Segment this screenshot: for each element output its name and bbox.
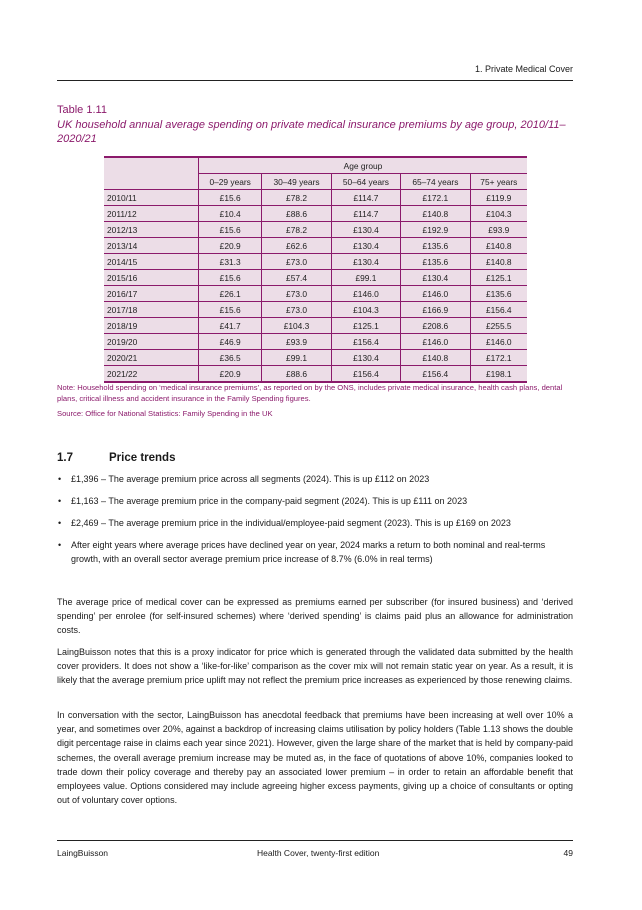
table-cell: £130.4 — [331, 222, 400, 238]
section-title: Price trends — [109, 452, 176, 464]
table-cell: £125.1 — [331, 318, 400, 334]
table-cell: £156.4 — [331, 366, 400, 383]
table-corner-cell — [104, 157, 199, 190]
paragraph: The average price of medical cover can be expressed as premiums earned per subscriber (for insured business) and ‘derived spending’ per enrolee (for self-insured schemes) where ‘derived spending’ is claims paid plus an allowance for administration costs. — [57, 597, 573, 636]
table-cell: £15.6 — [199, 270, 262, 286]
age-group-header: Age group — [199, 157, 528, 174]
table-cell: £114.7 — [331, 190, 400, 206]
table-cell: £119.9 — [470, 190, 527, 206]
table-cell: £78.2 — [262, 190, 331, 206]
table-caption: UK household annual average spending on private medical insurance premiums by age group, 2010/11–2020/21 — [57, 119, 566, 145]
table-cell: £104.3 — [262, 318, 331, 334]
bullet-item: • After eight years where average prices have declined year on year, 2024 marks a return to both nominal and real-terms growth, with an overall sector average premium price increase of 8.7% (6.0% in real terms) — [57, 538, 573, 566]
row-year: 2010/11 — [104, 190, 199, 206]
table-label: Table 1.11 — [57, 104, 107, 116]
table-cell: £156.4 — [331, 334, 400, 350]
row-year: 2014/15 — [104, 254, 199, 270]
table-row — [104, 366, 527, 383]
table-cell: £156.4 — [470, 302, 527, 318]
table-cell: £140.8 — [401, 206, 470, 222]
table-cell: £125.1 — [470, 270, 527, 286]
table-cell: £130.4 — [331, 254, 400, 270]
bullet-list — [57, 472, 573, 574]
table-body — [104, 190, 527, 383]
table-cell: £104.3 — [331, 302, 400, 318]
table-cell: £26.1 — [199, 286, 262, 302]
header-rule — [57, 80, 573, 81]
row-year: 2013/14 — [104, 238, 199, 254]
table-cell: £88.6 — [262, 366, 331, 383]
row-year: 2011/12 — [104, 206, 199, 222]
row-year: 2021/22 — [104, 366, 199, 383]
table-cell: £135.6 — [401, 254, 470, 270]
table-cell: £135.6 — [401, 238, 470, 254]
section-number: 1.7 — [57, 452, 73, 464]
bullet-item: • £1,163 – The average premium price in the company-paid segment (2024). This is up £111 on 2023 — [57, 494, 573, 508]
table-row — [104, 190, 527, 206]
table-cell: £156.4 — [401, 366, 470, 383]
footer-publisher: LaingBuisson — [57, 848, 109, 858]
table-cell: £20.9 — [199, 366, 262, 383]
table-row — [104, 254, 527, 270]
bullet-item: • £1,396 – The average premium price across all segments (2024). This is up £112 on 2023 — [57, 472, 573, 486]
column-header: 30–49 years — [262, 174, 331, 190]
table-row — [104, 334, 527, 350]
table-cell: £36.5 — [199, 350, 262, 366]
table-row — [104, 206, 527, 222]
column-header: 0–29 years — [199, 174, 262, 190]
data-table — [104, 156, 527, 383]
table-cell: £15.6 — [199, 222, 262, 238]
table-cell: £192.9 — [401, 222, 470, 238]
table-cell: £73.0 — [262, 254, 331, 270]
table-cell: £208.6 — [401, 318, 470, 334]
row-year: 2018/19 — [104, 318, 199, 334]
table-cell: £93.9 — [262, 334, 331, 350]
row-year: 2017/18 — [104, 302, 199, 318]
table-cell: £93.9 — [470, 222, 527, 238]
table-cell: £255.5 — [470, 318, 527, 334]
table-cell: £172.1 — [470, 350, 527, 366]
footer-rule — [57, 840, 573, 841]
table-cell: £146.0 — [470, 334, 527, 350]
table-row — [104, 222, 527, 238]
table-group-header-row — [104, 157, 527, 174]
table-cell: £140.8 — [470, 254, 527, 270]
table-row — [104, 286, 527, 302]
table-cell: £78.2 — [262, 222, 331, 238]
table-cell: £104.3 — [470, 206, 527, 222]
table-cell: £130.4 — [331, 350, 400, 366]
row-year: 2015/16 — [104, 270, 199, 286]
table-cell: £46.9 — [199, 334, 262, 350]
row-year: 2020/21 — [104, 350, 199, 366]
table-cell: £88.6 — [262, 206, 331, 222]
bullet-item: • £2,469 – The average premium price in the individual/employee-paid segment (2023). This is up £169 on 2023 — [57, 516, 573, 530]
table-cell: £140.8 — [470, 238, 527, 254]
table-cell: £198.1 — [470, 366, 527, 383]
table-note: Note: Household spending on ‘medical insurance premiums’, as reported on by the ONS, includes private medical insurance, health cash plans, dental plans, critical illness and accident insurance in the Family Spending figures. — [57, 383, 563, 403]
table-cell: £172.1 — [401, 190, 470, 206]
table-cell: £20.9 — [199, 238, 262, 254]
table-cell: £114.7 — [331, 206, 400, 222]
table-cell: £62.6 — [262, 238, 331, 254]
table-cell: £146.0 — [401, 286, 470, 302]
row-year: 2019/20 — [104, 334, 199, 350]
table-cell: £130.4 — [401, 270, 470, 286]
row-year: 2016/17 — [104, 286, 199, 302]
table-cell: £130.4 — [331, 238, 400, 254]
table-row — [104, 238, 527, 254]
table-cell: £73.0 — [262, 286, 331, 302]
table-cell: £15.6 — [199, 190, 262, 206]
table-row — [104, 350, 527, 366]
table-cell: £73.0 — [262, 302, 331, 318]
table-cell: £140.8 — [401, 350, 470, 366]
row-year: 2012/13 — [104, 222, 199, 238]
column-header: 50–64 years — [331, 174, 400, 190]
paragraph: In conversation with the sector, LaingBuisson has anecdotal feedback that premiums have been increasing at well over 10% a year, and sometimes over 20%, against a backdrop of increasing claims utilisation by policy holders (Table 1.13 shows the double digit percentage raise in claims each year since 2021). However, given the large share of the market that is held by company-paid schemes, the overall average premium increase may be muted as, in the face of quotations of above 10%, companies looked to trade down their policy coverage and thereby pay an associated lower premium – in order to retain an affordable benefit that employees value. Options considered may include agreeing higher excess payments, giving up a choice of consultants or opting out of voluntary cover options. — [57, 710, 573, 806]
table-cell: £146.0 — [401, 334, 470, 350]
table-cell: £15.6 — [199, 302, 262, 318]
table-cell: £99.1 — [262, 350, 331, 366]
column-header: 75+ years — [470, 174, 527, 190]
column-header: 65–74 years — [401, 174, 470, 190]
section-heading — [57, 452, 175, 464]
table-row — [104, 318, 527, 334]
table-cell: £166.9 — [401, 302, 470, 318]
table-source: Source: Office for National Statistics: Family Spending in the UK — [57, 409, 273, 418]
table-row — [104, 302, 527, 318]
table-cell: £57.4 — [262, 270, 331, 286]
footer-publication: Health Cover, twenty-first edition — [257, 848, 380, 858]
page-number: 49 — [563, 848, 573, 858]
table-cell: £146.0 — [331, 286, 400, 302]
table-cell: £99.1 — [331, 270, 400, 286]
table-cell: £10.4 — [199, 206, 262, 222]
running-head: 1. Private Medical Cover — [474, 64, 573, 74]
table-cell: £41.7 — [199, 318, 262, 334]
table-cell: £31.3 — [199, 254, 262, 270]
table-cell: £135.6 — [470, 286, 527, 302]
table-row — [104, 270, 527, 286]
paragraph: LaingBuisson notes that this is a proxy indicator for price which is generated through the validated data submitted by the health cover providers. It does not show a ‘like-for-like’ comparison as the cover mix will not remain static year on year. As a result, it is likely that the average premium price uplift may not reflect the premium price increases as experienced by those renewing claims. — [57, 647, 573, 686]
